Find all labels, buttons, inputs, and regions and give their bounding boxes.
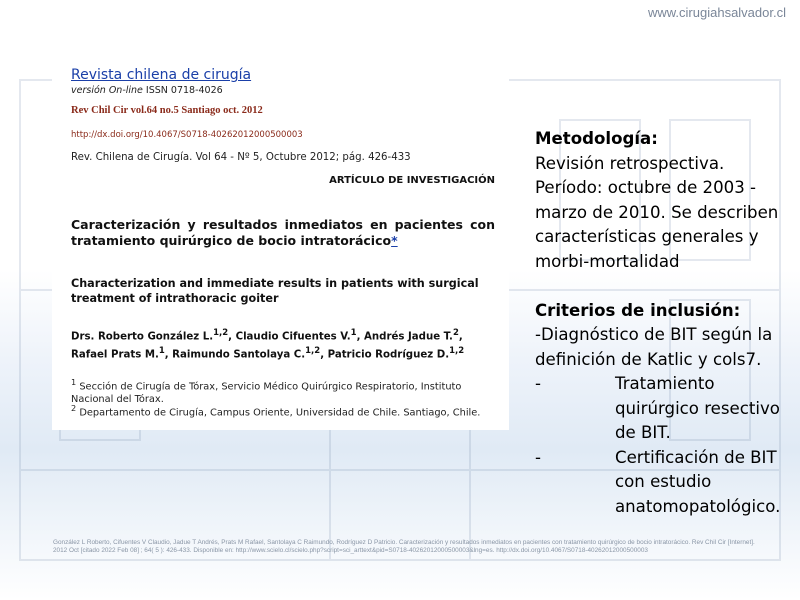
paragraph-spacer: [535, 274, 797, 299]
doi-url: http://dx.doi.org/10.4067/S0718-40262012000500003: [71, 130, 303, 140]
author-name: Claudio Cifuentes V.: [235, 331, 351, 343]
author-name: Patricio Rodríguez D.: [327, 349, 450, 361]
journal-title: Revista chilena de cirugía: [71, 67, 252, 83]
author-name: Raimundo Santolaya C.: [172, 349, 306, 361]
methodology-heading: Metodología:: [535, 129, 658, 148]
author-affiliation-marker: 1,2: [305, 346, 321, 357]
author-affiliation-marker: 1: [350, 328, 357, 338]
author-name: Andrés Jadue T.: [364, 331, 453, 343]
footnote-marker-link: *: [391, 232, 398, 248]
criteria-item: [535, 446, 797, 520]
article-type: ARTÍCULO DE INVESTIGACIÓN: [329, 175, 495, 186]
criteria-text: Tratamiento quirúrgico resectivo de BIT.: [615, 374, 780, 442]
author-name: Rafael Prats M.: [71, 349, 159, 361]
criteria-dash: -: [535, 374, 541, 393]
author-list: Drs. Roberto González L.$^{1,2}$, Claudio Cifuentes V.$^1$, Andrés Jadue T.$^2$, Rafael Prats M.$^1$, Raimundo Santolaya C.$^{1,2}$, Patricio Rodríguez D.$^{1,2}$: [71, 328, 465, 361]
author-affiliation-marker: 1,2: [449, 346, 465, 357]
methodology-line: Revisión retrospectiva.: [535, 153, 725, 173]
website-url: www.cirugiahsalvador.cl: [647, 5, 786, 20]
journal-version-line: [71, 85, 223, 96]
issn: ISSN 0718-4026: [145, 85, 223, 96]
criteria-text: Certificación de BIT con estudio anatomopatológico.: [615, 447, 781, 516]
author-affiliation-marker: 1,2: [213, 328, 229, 338]
criteria-item: -Diagnóstico de BIT según la definición de Katlic y cols7.: [535, 325, 773, 369]
criteria-heading: Criterios de inclusión:: [535, 300, 741, 320]
affiliation-number: 2: [71, 403, 77, 413]
article-title-english: Characterization and immediate results in patients with surgical treatment of intrathoracic goiter: [71, 277, 479, 305]
volume-line: Rev Chil Cir vol.64 no.5 Santiago oct. 2012: [71, 105, 263, 116]
citation-footnote: González L Roberto, Cifuentes V Claudio, Jadue T Andrés, Prats M Rafael, Santolaya C Raimundo, Rodríguez D Patricio. Caracterización y resultados inmediatos en pacientes con tratamiento quirúrgico de bocio intratorácico. Rev Chil Cir [Internet]. 2012 Oct [citado 2022 Feb 08] ; 64( 5 ): 426-433. Disponible en: http://www.scielo.cl/scielo.php?script=sci_arttext&pid=S0718-40262012000500003&lng=es. http://dx.doi.org/10.4067/S0718-40262012000500003: [53, 539, 755, 554]
affiliation-text: Sección de Cirugía de Tórax, Servicio Médico Quirúrgico Respiratorio, Instituto Nacional del Tórax.: [71, 381, 462, 405]
slide-body-text: [535, 127, 797, 519]
article-header-image: [52, 57, 509, 430]
affiliation-number: 1: [71, 377, 77, 387]
author-affiliation-marker: 1: [158, 346, 165, 357]
affiliation-2: [71, 402, 501, 420]
author-name: Drs. Roberto González L.: [71, 331, 214, 343]
affiliation-text: Departamento de Cirugía, Campus Oriente, Universidad de Chile. Santiago, Chile.: [79, 407, 481, 419]
criteria-dash: -: [535, 447, 541, 467]
title-spanish-text: Caracterización y resultados inmediatos en pacientes con tratamiento quirúrgico de bocio intratorácico: [71, 217, 495, 248]
article-title-spanish: [71, 217, 495, 248]
criteria-item: [535, 372, 797, 446]
version-label: versión On-line: [71, 85, 143, 96]
journal-reference: Rev. Chilena de Cirugía. Vol 64 - Nº 5, Octubre 2012; pág. 426-433: [71, 152, 411, 163]
author-affiliation-marker: 2: [452, 328, 459, 338]
methodology-line: Período: octubre de 2003 - marzo de 2010. Se describen características generales y morbi-mortalidad: [535, 178, 779, 271]
